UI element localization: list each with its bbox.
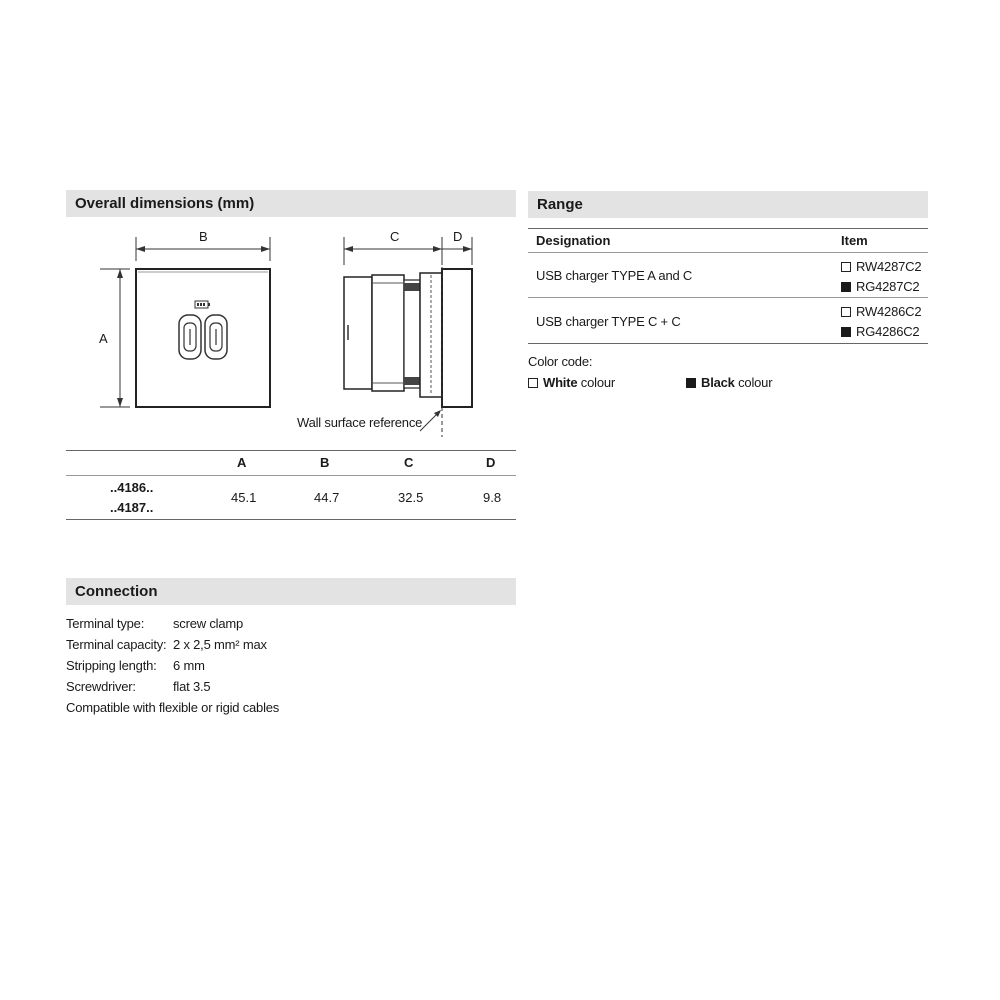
connection-value: 2 x 2,5 mm² max: [173, 637, 267, 652]
white-legend-text: colour: [577, 375, 616, 390]
dimension-label-a: A: [99, 331, 108, 346]
range-header: Range: [528, 191, 928, 218]
black-colour-legend: [686, 375, 772, 390]
side-view-drawing: [330, 225, 490, 440]
table-cell-c: 32.5: [398, 490, 424, 505]
white-legend-bold: White: [543, 375, 578, 390]
connection-label: Screwdriver:: [66, 679, 136, 694]
connection-row-stripping-length: [66, 658, 205, 673]
connection-label: Stripping length:: [66, 658, 157, 673]
dimension-label-b: B: [199, 229, 208, 244]
table-row-ref: ..4187..: [110, 500, 154, 515]
column-header-item: Item: [841, 233, 868, 248]
range-row-designation: USB charger TYPE A and C: [536, 268, 693, 283]
wall-surface-reference-label: Wall surface reference: [297, 415, 423, 430]
item-code: RG4287C2: [856, 279, 920, 294]
range-item: [841, 324, 919, 339]
range-row-designation: USB charger TYPE C + C: [536, 314, 681, 329]
column-header-d: D: [486, 455, 496, 470]
connection-label: Terminal capacity:: [66, 637, 167, 652]
color-code-label: Color code:: [528, 354, 593, 369]
table-cell-d: 9.8: [483, 490, 502, 505]
black-legend-bold: Black: [701, 375, 735, 390]
dimensions-header: Overall dimensions (mm): [66, 190, 516, 217]
black-swatch-icon: [686, 378, 696, 388]
white-swatch-icon: [528, 378, 538, 388]
black-legend-text: colour: [734, 375, 773, 390]
range-item: [841, 279, 919, 294]
connection-label: Terminal type:: [66, 616, 145, 631]
black-swatch-icon: [841, 282, 851, 292]
connection-header: Connection: [66, 578, 516, 605]
range-item: [841, 259, 921, 274]
table-row-ref: ..4186..: [110, 480, 154, 495]
connection-row-terminal-capacity: [66, 637, 267, 652]
connection-note: Compatible with flexible or rigid cables: [66, 700, 280, 715]
column-header-b: B: [320, 455, 330, 470]
range-item: [841, 304, 921, 319]
item-code: RG4286C2: [856, 324, 920, 339]
connection-value: 6 mm: [173, 658, 205, 673]
table-cell-a: 45.1: [231, 490, 257, 505]
connection-row-terminal-type: [66, 616, 243, 631]
connection-row-screwdriver: [66, 679, 210, 694]
table-cell-b: 44.7: [314, 490, 340, 505]
black-swatch-icon: [841, 327, 851, 337]
item-code: RW4287C2: [856, 259, 922, 274]
item-code: RW4286C2: [856, 304, 922, 319]
column-header-a: A: [237, 455, 247, 470]
dimension-label-d: D: [453, 229, 463, 244]
column-header-c: C: [404, 455, 414, 470]
column-header-designation: Designation: [536, 233, 611, 248]
connection-value: screw clamp: [173, 616, 244, 631]
white-colour-legend: [528, 375, 615, 390]
front-view-drawing: [90, 225, 290, 425]
dimension-label-c: C: [390, 229, 400, 244]
white-swatch-icon: [841, 307, 851, 317]
connection-value: flat 3.5: [173, 679, 211, 694]
white-swatch-icon: [841, 262, 851, 272]
